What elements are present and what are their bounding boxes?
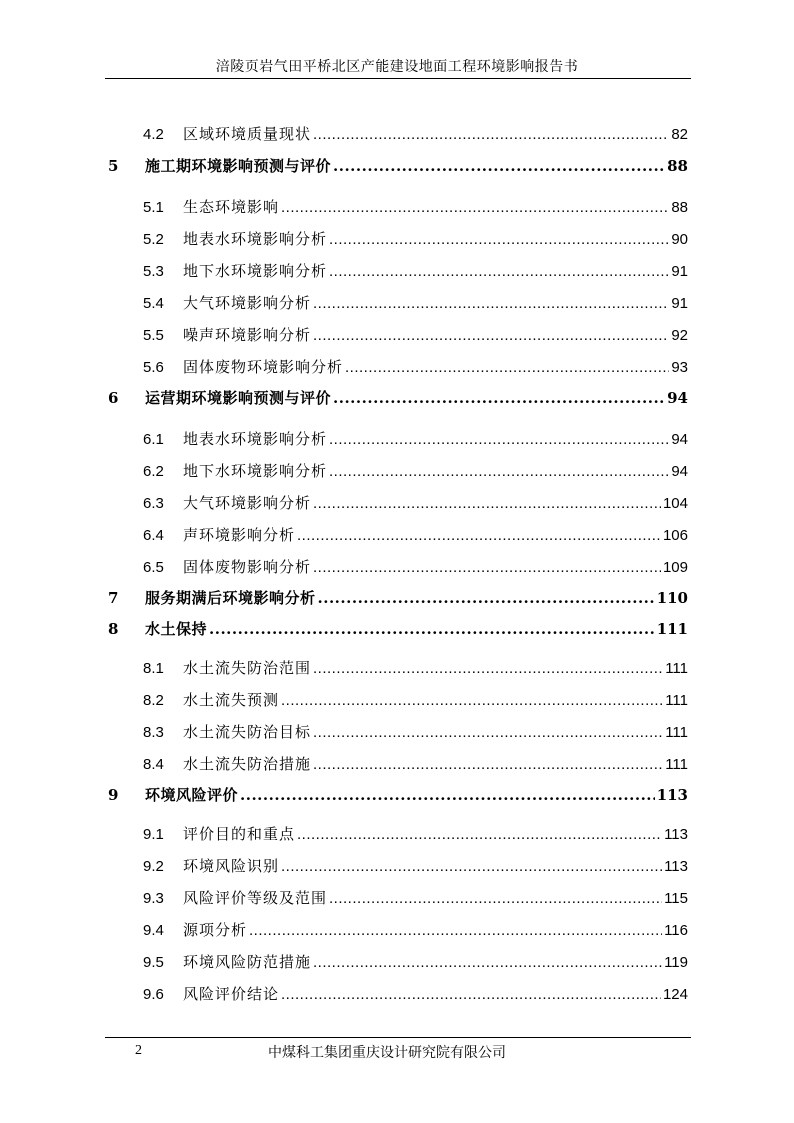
toc-entry-number: 5.5 — [143, 327, 164, 344]
toc-entry-title: 大气环境影响分析 — [183, 294, 312, 312]
toc-chapter-entry[interactable] — [108, 387, 688, 408]
footer-organization: 中煤科工集团重庆设计研究院有限公司 — [268, 1045, 506, 1061]
toc-entry-title: 环境风险评价 — [145, 786, 239, 804]
toc-entry-title: 评价目的和重点 — [183, 825, 296, 843]
toc-entry-title: 水土流失防治措施 — [183, 755, 312, 773]
toc-dot-leader — [209, 620, 655, 638]
toc-entry-page: 90 — [671, 231, 688, 248]
toc-dot-leader — [318, 589, 655, 607]
toc-entry-title: 环境风险防范措施 — [183, 953, 312, 971]
toc-section-entry[interactable] — [143, 524, 688, 545]
toc-entry-title: 地表水环境影响分析 — [183, 230, 328, 248]
toc-dot-leader — [313, 327, 669, 344]
toc-entry-page: 110 — [656, 589, 688, 607]
toc-dot-leader — [329, 231, 669, 248]
toc-section-entry[interactable] — [143, 428, 688, 449]
toc-dot-leader — [297, 527, 661, 544]
footer-page-number: 2 — [135, 1043, 142, 1058]
toc-entry-number: 8.2 — [143, 692, 164, 709]
toc-section-entry[interactable] — [143, 983, 688, 1004]
toc-dot-leader — [333, 389, 665, 407]
toc-section-entry[interactable] — [143, 492, 688, 513]
toc-entry-number: 5.1 — [143, 199, 164, 216]
toc-entry-number: 6.5 — [143, 559, 164, 576]
toc-entry-number: 9.6 — [143, 986, 164, 1003]
toc-entry-number: 9.5 — [143, 954, 164, 971]
toc-entry-title: 运营期环境影响预测与评价 — [145, 389, 332, 407]
toc-entry-number: 8.4 — [143, 756, 164, 773]
toc-entry-number: 9 — [108, 786, 119, 804]
toc-entry-number: 6.4 — [143, 527, 164, 544]
toc-dot-leader — [281, 986, 661, 1003]
toc-entry-number: 6.1 — [143, 431, 164, 448]
document-title: 涪陵页岩气田平桥北区产能建设地面工程环境影响报告书 — [215, 59, 579, 75]
toc-entry-number: 5.2 — [143, 231, 164, 248]
toc-entry-title: 源项分析 — [183, 921, 248, 939]
toc-entry-title: 水土流失防治目标 — [183, 723, 312, 741]
toc-dot-leader — [313, 559, 661, 576]
toc-entry-number: 6.3 — [143, 495, 164, 512]
toc-entry-page: 82 — [671, 126, 688, 143]
toc-section-entry[interactable] — [143, 823, 688, 844]
toc-chapter-entry[interactable] — [108, 155, 688, 176]
toc-entry-page: 94 — [671, 463, 688, 480]
toc-entry-title: 环境风险识别 — [183, 857, 280, 875]
toc-entry-page: 111 — [665, 724, 688, 741]
toc-section-entry[interactable] — [143, 196, 688, 217]
toc-entry-number: 6.2 — [143, 463, 164, 480]
toc-entry-page: 124 — [662, 986, 688, 1003]
toc-entry-page: 111 — [656, 620, 688, 638]
toc-entry-number: 6 — [108, 389, 119, 407]
toc-entry-title: 固体废物影响分析 — [183, 558, 312, 576]
toc-dot-leader — [329, 431, 669, 448]
toc-dot-leader — [329, 463, 669, 480]
toc-entry-page: 116 — [664, 922, 688, 939]
toc-entry-title: 地表水环境影响分析 — [183, 430, 328, 448]
toc-section-entry[interactable] — [143, 855, 688, 876]
toc-entry-title: 声环境影响分析 — [183, 526, 296, 544]
toc-entry-page: 111 — [665, 692, 688, 709]
toc-entry-number: 8.3 — [143, 724, 164, 741]
toc-section-entry[interactable] — [143, 657, 688, 678]
toc-entry-page: 91 — [671, 263, 688, 280]
toc-entry-number: 7 — [108, 589, 119, 607]
toc-dot-leader — [313, 126, 669, 143]
toc-entry-title: 区域环境质量现状 — [183, 125, 312, 143]
toc-entry-page: 113 — [664, 826, 688, 843]
toc-entry-number: 8 — [108, 620, 119, 638]
toc-entry-page: 91 — [671, 295, 688, 312]
toc-entry-page: 115 — [664, 890, 688, 907]
toc-section-entry[interactable] — [143, 260, 688, 281]
toc-dot-leader — [281, 858, 662, 875]
toc-entry-page: 104 — [662, 495, 688, 512]
toc-dot-leader — [345, 359, 669, 376]
toc-section-entry[interactable] — [143, 228, 688, 249]
toc-section-entry[interactable] — [143, 753, 688, 774]
toc-chapter-entry[interactable] — [108, 587, 688, 608]
toc-section-entry[interactable] — [143, 123, 688, 144]
toc-dot-leader — [329, 890, 662, 907]
toc-chapter-entry[interactable] — [108, 784, 688, 805]
toc-section-entry[interactable] — [143, 951, 688, 972]
toc-entry-title: 施工期环境影响预测与评价 — [145, 157, 332, 175]
toc-dot-leader — [333, 157, 665, 175]
toc-entry-page: 109 — [662, 559, 688, 576]
toc-dot-leader — [313, 660, 663, 677]
toc-entry-page: 94 — [667, 389, 688, 407]
toc-dot-leader — [281, 199, 669, 216]
toc-entry-page: 111 — [665, 756, 688, 773]
toc-section-entry[interactable] — [143, 292, 688, 313]
toc-entry-number: 9.2 — [143, 858, 164, 875]
toc-entry-page: 94 — [671, 431, 688, 448]
toc-entry-page: 113 — [656, 786, 688, 804]
toc-entry-title: 风险评价等级及范围 — [183, 889, 328, 907]
toc-dot-leader — [313, 756, 663, 773]
toc-chapter-entry[interactable] — [108, 618, 688, 639]
toc-dot-leader — [313, 495, 661, 512]
toc-entry-page: 88 — [667, 157, 688, 175]
toc-entry-title: 水土流失防治范围 — [183, 659, 312, 677]
toc-entry-page: 92 — [671, 327, 688, 344]
toc-entry-number: 5.3 — [143, 263, 164, 280]
toc-section-entry[interactable] — [143, 556, 688, 577]
toc-entry-title: 固体废物环境影响分析 — [183, 358, 344, 376]
toc-entry-title: 噪声环境影响分析 — [183, 326, 312, 344]
toc-dot-leader — [249, 922, 662, 939]
toc-entry-title: 服务期满后环境影响分析 — [145, 589, 316, 607]
toc-entry-title: 水土保持 — [145, 620, 208, 638]
toc-entry-title: 生态环境影响 — [183, 198, 280, 216]
toc-dot-leader — [240, 786, 655, 804]
toc-entry-page: 88 — [671, 199, 688, 216]
toc-entry-number: 5.6 — [143, 359, 164, 376]
toc-section-entry[interactable] — [143, 356, 688, 377]
toc-entry-title: 水土流失预测 — [183, 691, 280, 709]
toc-section-entry[interactable] — [143, 887, 688, 908]
toc-section-entry[interactable] — [143, 721, 688, 742]
footer-divider — [105, 1037, 691, 1038]
toc-dot-leader — [329, 263, 669, 280]
toc-entry-title: 地下水环境影响分析 — [183, 462, 328, 480]
toc-entry-title: 地下水环境影响分析 — [183, 262, 328, 280]
toc-entry-page: 119 — [664, 954, 688, 971]
toc-dot-leader — [297, 826, 662, 843]
toc-entry-page: 113 — [664, 858, 688, 875]
toc-dot-leader — [281, 692, 663, 709]
toc-dot-leader — [313, 724, 663, 741]
toc-section-entry[interactable] — [143, 689, 688, 710]
toc-entry-title: 风险评价结论 — [183, 985, 280, 1003]
toc-entry-title: 大气环境影响分析 — [183, 494, 312, 512]
toc-dot-leader — [313, 295, 669, 312]
toc-entry-page: 111 — [665, 660, 688, 677]
toc-section-entry[interactable] — [143, 324, 688, 345]
toc-entry-number: 5 — [108, 157, 119, 175]
toc-entry-number: 9.4 — [143, 922, 164, 939]
toc-entry-page: 93 — [671, 359, 688, 376]
toc-entry-number: 8.1 — [143, 660, 164, 677]
toc-section-entry[interactable] — [143, 919, 688, 940]
toc-entry-number: 4.2 — [143, 126, 164, 143]
toc-entry-page: 106 — [662, 527, 688, 544]
toc-section-entry[interactable] — [143, 460, 688, 481]
toc-entry-number: 5.4 — [143, 295, 164, 312]
toc-entry-number: 9.1 — [143, 826, 164, 843]
toc-dot-leader — [313, 954, 662, 971]
toc-entry-number: 9.3 — [143, 890, 164, 907]
